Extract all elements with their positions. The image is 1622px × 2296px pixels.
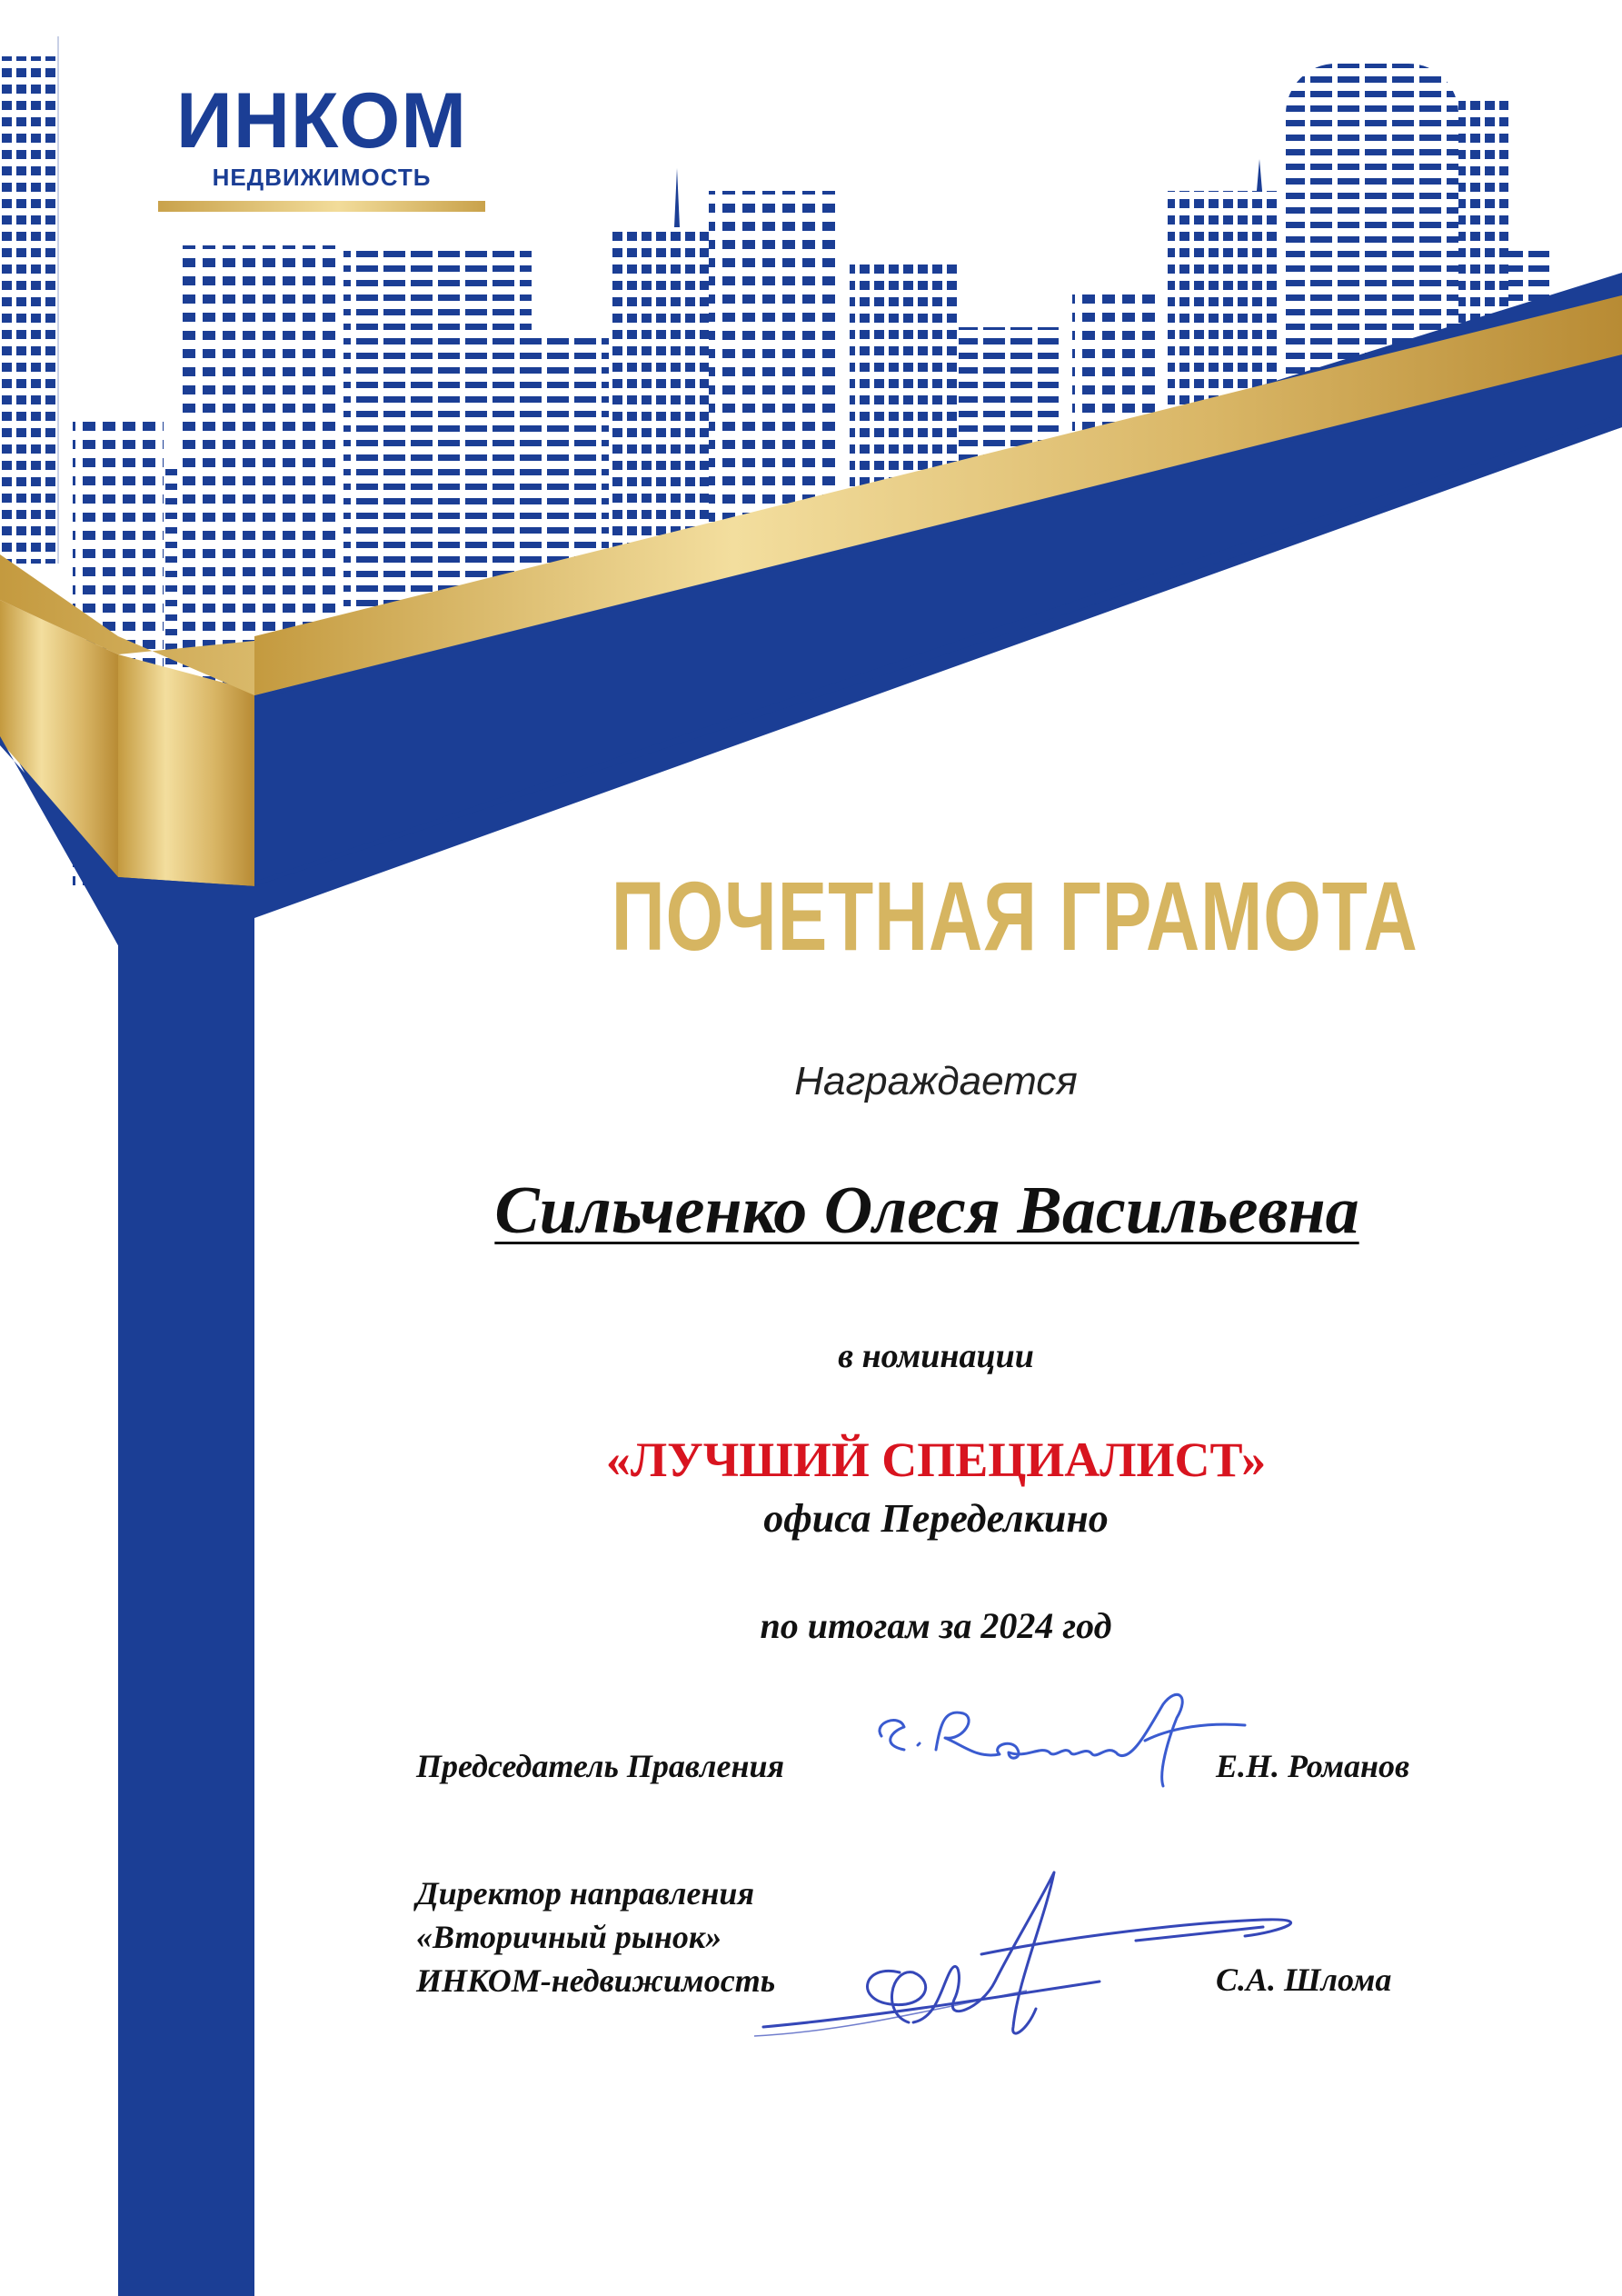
signatory-1-role-line: Председатель Правления xyxy=(416,1748,785,1784)
award-office: офиса Переделкино xyxy=(763,1496,1109,1541)
signatory-1-role xyxy=(416,1745,784,1789)
signature-1 xyxy=(863,1672,1281,1791)
signatory-2-role-line-1: Директор направления xyxy=(416,1875,754,1912)
nomination-label: в номинации xyxy=(838,1337,1034,1375)
signatory-2-role xyxy=(416,1872,775,2003)
building-left-edge xyxy=(0,36,58,564)
recipient-name: Сильченко Олеся Васильевна xyxy=(494,1173,1359,1248)
logo-brand: ИНКОМ xyxy=(176,77,467,165)
signatory-2-role-line-2: «Вторичный рынок» xyxy=(416,1918,722,1955)
signatory-2-role-line-3: ИНКОМ-недвижимость xyxy=(416,1962,776,1999)
signature-2 xyxy=(754,1854,1408,2045)
signatory-2-name: С.А. Шлома xyxy=(1216,1962,1392,1998)
award-period: по итогам за 2024 год xyxy=(760,1605,1112,1646)
company-logo xyxy=(158,77,485,212)
logo-gold-bar xyxy=(158,201,485,212)
awarded-label: Награждается xyxy=(794,1059,1078,1103)
signatory-1-name: Е.Н. Романов xyxy=(1216,1748,1410,1784)
certificate-title: ПОЧЕТНАЯ ГРАМОТА xyxy=(611,861,1418,971)
award-title: «ЛУЧШИЙ СПЕЦИАЛИСТ» xyxy=(605,1433,1267,1487)
logo-subtitle: НЕДВИЖИМОСТЬ xyxy=(212,164,432,191)
